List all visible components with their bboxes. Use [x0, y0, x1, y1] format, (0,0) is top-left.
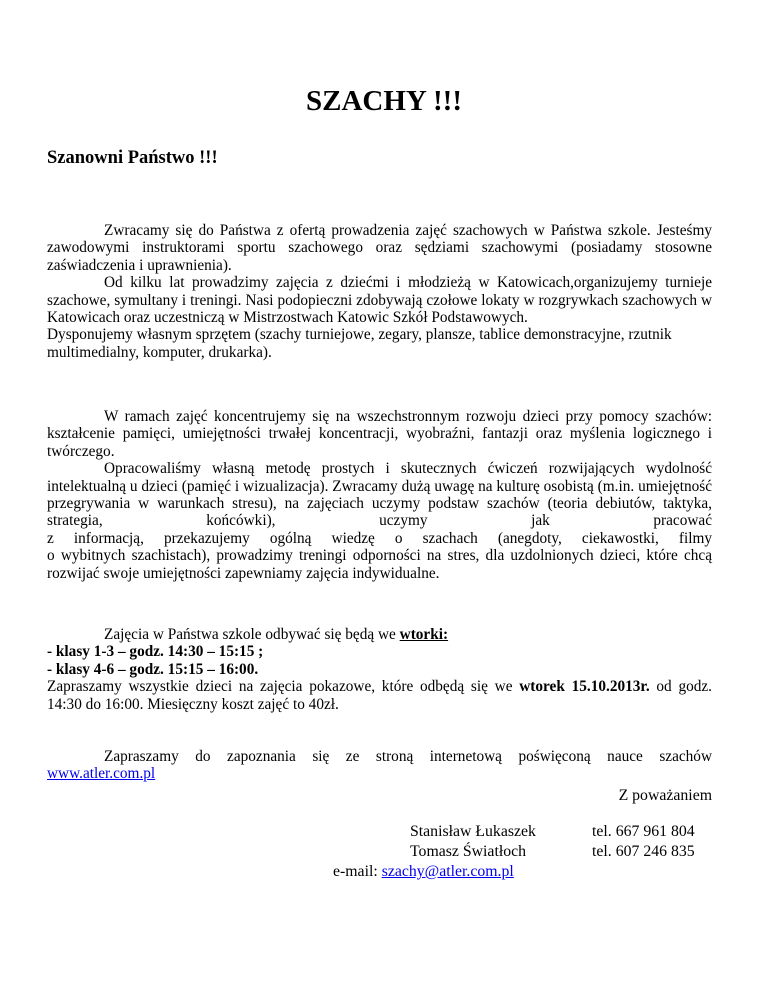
schedule-section: [47, 626, 712, 713]
document-title: SZACHY !!!: [305, 85, 462, 117]
demo-date: wtorek 15.10.2013r.: [519, 678, 650, 696]
email-link[interactable]: szachy@atler.com.pl: [381, 863, 514, 880]
email-label: e-mail:: [333, 863, 382, 880]
schedule-class-4-6-text: - klasy 4-6 – godz. 15:15 – 16:00.: [47, 660, 259, 678]
offer-section: [47, 222, 712, 361]
email-line: [333, 862, 514, 882]
method-section: [47, 408, 712, 582]
schedule-class-1-3-text: - klasy 1-3 – godz. 14:30 – 15:15 ;: [47, 643, 264, 661]
development-paragraph: W ramach zajęć koncentrujemy się na wszechstronnym rozwoju dzieci przy pomocy szachów: kształcenie pamięci, umiejętności trwałej koncentracji, wyobraźni, fantazji oraz myślenia logicznego i twórczego.: [47, 408, 712, 460]
signatory-name-2: Tomasz Światłoch: [410, 843, 527, 860]
method-paragraph-end: o wybitnych szachistach), prowadzimy treningi odporności na stres, dla uzdolnionych dzieci, które chcą rozwijać swoje umiejętności zapewniamy zajęcia indywidualne.: [47, 547, 712, 582]
phone-1: tel. 667 961 804: [592, 823, 695, 840]
demo-invitation: [47, 678, 712, 713]
phone-2: tel. 607 246 835: [592, 843, 695, 860]
website-section: [47, 748, 712, 783]
schedule-intro: [47, 626, 712, 643]
demo-invitation-text: Zapraszamy wszystkie dzieci na zajęcia pokazowe, które odbędą się we: [47, 678, 520, 696]
method-paragraph-continued: z informacją, przekazujemy ogólną wiedzę o szachach (anegdoty, ciekawostki, filmy: [47, 529, 712, 547]
closing-salutation: Z poważaniem: [618, 787, 712, 804]
website-link[interactable]: www.atler.com.pl: [47, 765, 156, 783]
schedule-class-1-3: [47, 643, 712, 660]
website-line: [47, 765, 712, 782]
demo-invitation-end: od godz. 14:30 do 16:00. Miesięczny koszt zajęć to 40zł.: [47, 678, 713, 713]
schedule-class-4-6: [47, 661, 712, 678]
greeting: Szanowni Państwo !!!: [47, 148, 218, 168]
schedule-day: wtorki:: [399, 626, 449, 643]
equipment-paragraph: Dysponujemy własnym sprzętem (szachy turniejowe, zegary, plansze, tablice demonstracyjne, rzutnik multimedialny, komputer, drukarka).: [47, 326, 672, 361]
signatory-name-1: Stanisław Łukaszek: [410, 823, 536, 840]
offer-paragraph: Zwracamy się do Państwa z ofertą prowadzenia zajęć szachowych w Państwa szkole. Jesteśmy zawodowymi instruktorami sportu szachowego oraz sędziami szachowymi (posiadamy stosowne zaświadczenia i uprawnienia).: [47, 222, 712, 274]
experience-paragraph: Od kilku lat prowadzimy zajęcia z dziećmi i młodzieżą w Katowicach,organizujemy turnieje szachowe, symultany i treningi. Nasi podopieczni zdobywają czołowe lokaty w rozgrywkach szachowych w Katowicach oraz uczestniczą w Mistrzostwach Katowic Szkół Podstawowych.: [47, 274, 712, 327]
schedule-intro-text: Zajęcia w Państwa szkole odbywać się będą we: [104, 626, 400, 643]
website-invitation: Zapraszamy do zapoznania się ze stroną internetową poświęconą nauce szachów: [104, 748, 712, 765]
method-paragraph: Opracowaliśmy własną metodę prostych i skutecznych ćwiczeń rozwijających wydolność intelektualną u dzieci (pamięć i wizualizacja). Zwracamy dużą uwagę na kulturę osobistą (m.in. umiejętność przegrywania w warunkach stresu), na zajęciach uczymy podstaw szachów (teoria debiutów, taktyka, strategia, końcówki), uczymy jak pracować: [47, 460, 712, 530]
